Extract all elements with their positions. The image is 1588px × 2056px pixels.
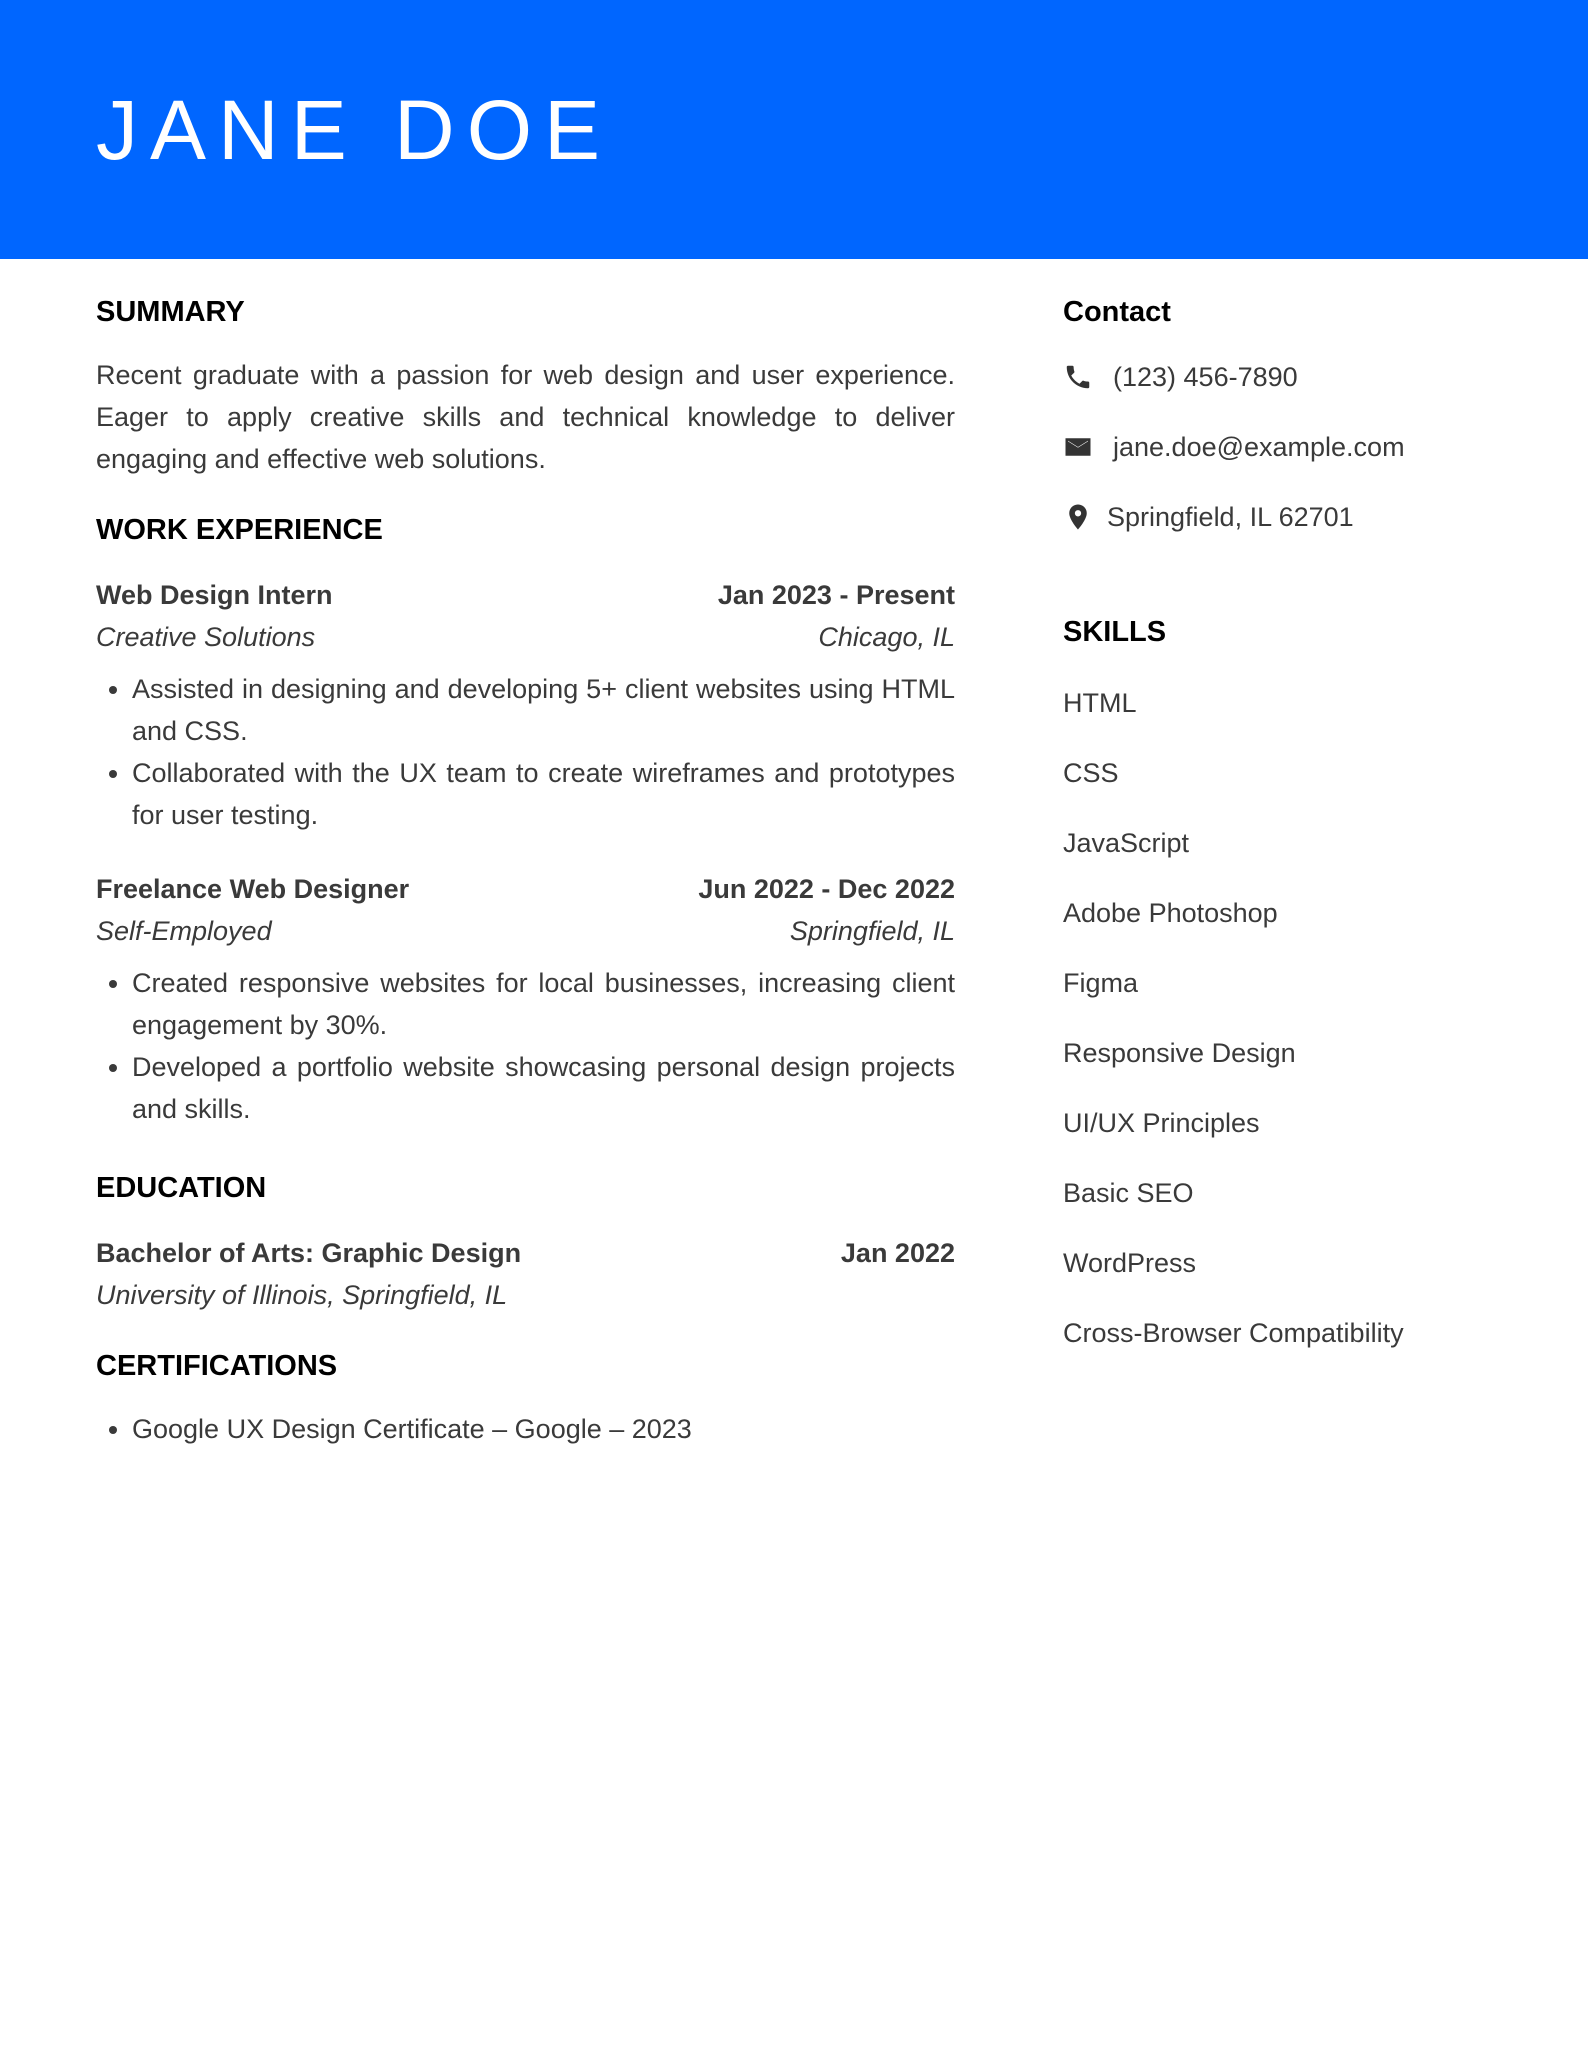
education-title: EDUCATION	[96, 1172, 267, 1204]
skills-list	[1063, 668, 1543, 1368]
certifications-list	[96, 1408, 955, 1450]
contact-title: Contact	[1063, 296, 1171, 328]
job-bullets	[96, 962, 955, 1130]
job-role: Freelance Web Designer	[96, 874, 410, 904]
job-entry	[96, 868, 955, 1130]
phone-number: (123) 456-7890	[1113, 361, 1298, 392]
contact-list	[1063, 342, 1543, 552]
envelope-icon	[1063, 432, 1093, 462]
skill-item: Basic SEO	[1063, 1178, 1194, 1208]
skill-item: Adobe Photoshop	[1063, 898, 1278, 928]
skills-title: SKILLS	[1063, 616, 1167, 648]
job-dates: Jun 2022 - Dec 2022	[698, 874, 955, 904]
degree: Bachelor of Arts: Graphic Design	[96, 1238, 522, 1268]
job-dates: Jan 2023 - Present	[717, 580, 955, 610]
location-text: Springfield, IL 62701	[1107, 501, 1354, 532]
job-entry	[96, 574, 955, 836]
job-company: Creative Solutions	[96, 622, 316, 652]
certification-item: • Google UX Design Certificate – Google – 2023	[132, 1408, 955, 1450]
map-pin-icon	[1063, 502, 1093, 532]
skill-item: Cross-Browser Compatibility	[1063, 1318, 1404, 1348]
work-experience-title: WORK EXPERIENCE	[96, 514, 383, 546]
job-company: Self-Employed	[96, 916, 272, 946]
skill-item: HTML	[1063, 688, 1137, 718]
contact-location	[1063, 482, 1543, 552]
skill-item: Figma	[1063, 968, 1139, 998]
skill-item: Responsive Design	[1063, 1038, 1296, 1068]
school: University of Illinois, Springfield, IL	[96, 1280, 508, 1310]
summary-title: SUMMARY	[96, 296, 245, 328]
degree-date: Jan 2022	[840, 1238, 955, 1268]
contact-email	[1063, 412, 1543, 482]
education-entry	[96, 1232, 955, 1316]
skill-item: UI/UX Principles	[1063, 1108, 1260, 1138]
email-address: jane.doe@example.com	[1113, 431, 1405, 462]
job-bullets	[96, 668, 955, 836]
job-bullet: • Developed a portfolio website showcasing personal design projects and skills.	[132, 1046, 955, 1130]
header-banner	[0, 0, 1588, 259]
job-bullet: • Assisted in designing and developing 5+ client websites using HTML and CSS.	[132, 668, 955, 752]
job-bullet: • Created responsive websites for local businesses, increasing client engagement by 30%.	[132, 962, 955, 1046]
skill-item: WordPress	[1063, 1248, 1197, 1278]
contact-phone	[1063, 342, 1543, 412]
skill-item: JavaScript	[1063, 828, 1190, 858]
skill-item: CSS	[1063, 758, 1119, 788]
job-location: Chicago, IL	[818, 622, 955, 652]
job-location: Springfield, IL	[789, 916, 955, 946]
sidebar-column	[1063, 290, 1543, 1368]
main-column	[96, 290, 955, 1450]
job-role: Web Design Intern	[96, 580, 333, 610]
summary-text: Recent graduate with a passion for web design and user experience. Eager to apply creative skills and technical knowledge to deliver engaging and effective web solutions.	[96, 360, 955, 474]
phone-icon	[1063, 362, 1093, 392]
job-bullet: • Collaborated with the UX team to create wireframes and prototypes for user testing.	[132, 752, 955, 836]
certifications-title: CERTIFICATIONS	[96, 1350, 338, 1382]
person-name: JANE DOE	[96, 83, 613, 177]
